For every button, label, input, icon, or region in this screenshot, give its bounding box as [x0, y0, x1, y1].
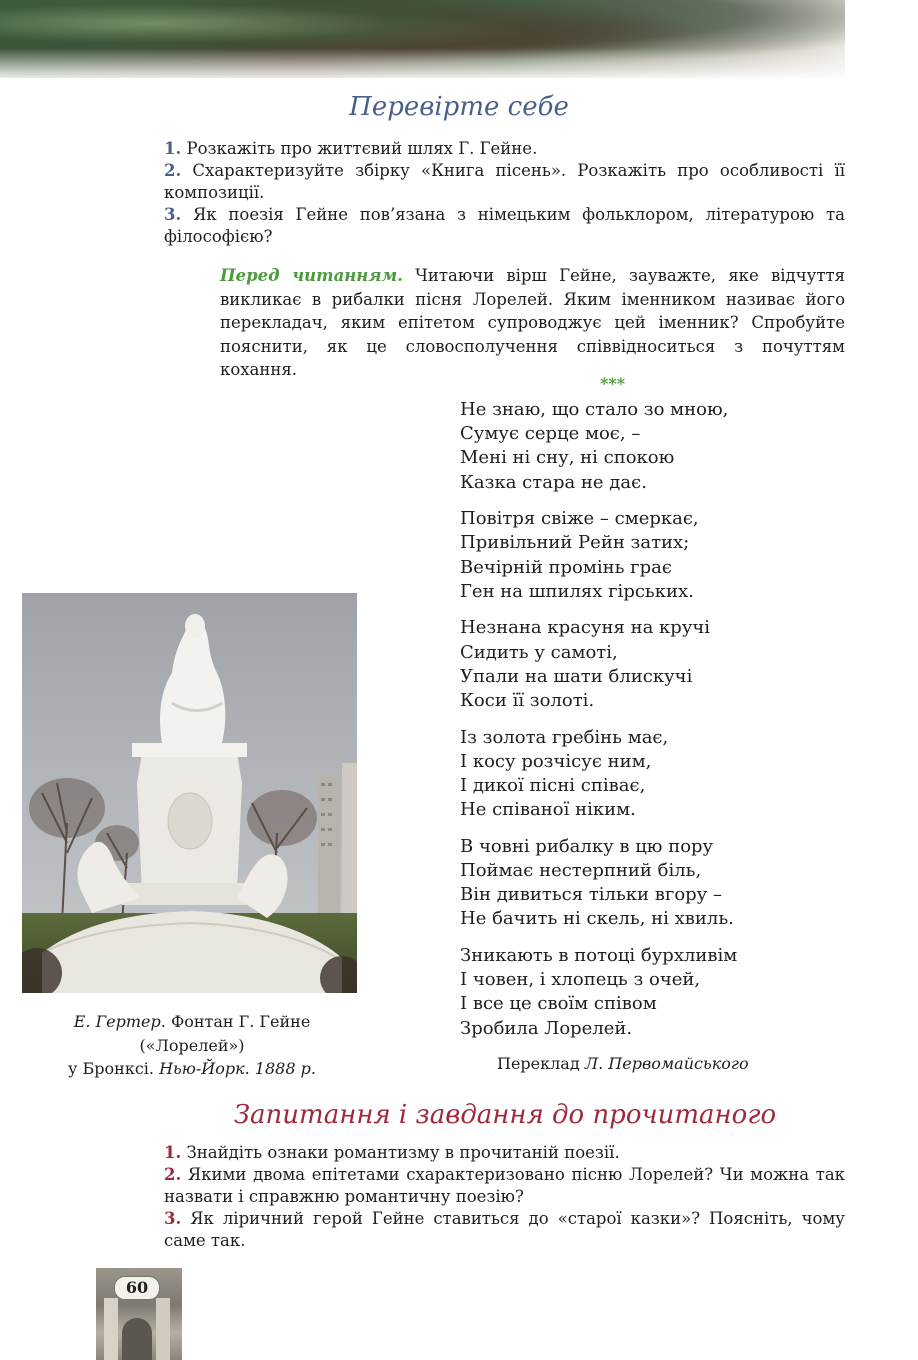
- poem-line: Не бачить ні скель, ні хвиль.: [460, 908, 734, 930]
- question-text: Як поезія Гейне пов’язана з німецьким фольклором, літературою та філософією?: [164, 205, 845, 246]
- photo-caption: [30, 1010, 354, 1081]
- question-number: 1.: [164, 139, 182, 158]
- poem-line: Привільний Рейн затих;: [460, 532, 690, 554]
- task-item: [164, 1142, 845, 1164]
- poem-stanza: [460, 944, 840, 1041]
- check-question: [164, 204, 845, 248]
- caption-line: [30, 1010, 354, 1034]
- poem-stanza: [460, 726, 840, 823]
- task-number: 2.: [164, 1165, 182, 1184]
- caption-place-date: Нью-Йорк. 1888 р.: [159, 1059, 316, 1078]
- caption-title: . Фонтан Г. Гейне: [160, 1012, 311, 1031]
- poem-line: В човні рибалку в цю пору: [460, 835, 714, 857]
- questions-tasks-heading: Запитання і завдання до прочитаного: [233, 1100, 777, 1130]
- question-text: Розкажіть про життєвий шлях Г. Гейне.: [186, 139, 538, 158]
- poem-line: Не знаю, що стало зо мною,: [460, 399, 729, 420]
- poem-line: Казка стара не дає.: [460, 471, 647, 493]
- translation-credit: [497, 1054, 749, 1073]
- translator-name: Л. Первомайського: [584, 1054, 749, 1073]
- decorative-column: [104, 1298, 118, 1360]
- before-reading-lead: Перед читанням.: [220, 266, 403, 285]
- task-item: [164, 1208, 845, 1252]
- check-yourself-heading: Перевірте себе: [349, 92, 569, 122]
- caption-line: [30, 1057, 354, 1081]
- question-number: 2.: [164, 161, 182, 180]
- poem-line: Повітря свіже – смеркає,: [460, 508, 699, 530]
- before-reading-text: Читаючи вірш Гейне, зауважте, яке відчуття викликає в рибалки пісня Лорелей. Яким іменником називає його перекладач, яким епітетом супроводжує цей іменник? Спробуйте пояснити, як це словосполучення співвідноситься з почуттям кохання.: [220, 266, 846, 379]
- poem-stanza: [460, 616, 840, 713]
- task-number: 3.: [164, 1209, 182, 1228]
- poem-line: Він дивиться тільки вгору –: [460, 884, 722, 906]
- translation-prefix: Переклад: [497, 1054, 585, 1073]
- poem-line: Мені ні сну, ні спокою: [460, 447, 675, 469]
- poem-line: Не співаної ніким.: [460, 799, 636, 821]
- poem-line: Коси її золоті.: [460, 690, 595, 712]
- poem-line: І косу розчісує ним,: [460, 750, 652, 772]
- poem-line: Ген на шпилях гірських.: [460, 580, 694, 602]
- caption-location: у Бронксі.: [68, 1059, 160, 1078]
- poem-line: Сумує серце моє, –: [460, 423, 641, 445]
- poem-stanza: [460, 835, 840, 932]
- check-question: [164, 138, 845, 160]
- poem-stanza: [460, 507, 840, 604]
- decorative-arch: [122, 1318, 152, 1360]
- caption-author: Е. Гертер: [73, 1012, 161, 1031]
- poem-line: Зробила Лорелей.: [460, 1017, 633, 1039]
- poem-line: Упали на шати блискучі: [460, 665, 693, 687]
- poem-line: Із золота гребінь має,: [460, 726, 669, 748]
- poem-line: І човен, і хлопець з очей,: [460, 969, 701, 991]
- tasks-list: [164, 1142, 845, 1252]
- question-number: 3.: [164, 205, 182, 224]
- poem-line: Зникають в потоці бурхливім: [460, 945, 738, 967]
- task-item: [164, 1164, 845, 1208]
- decorative-column: [156, 1298, 170, 1360]
- lorelei-fountain-photo: [22, 593, 357, 993]
- poem-line: Вечірній промінь грає: [460, 556, 672, 578]
- poem-line: Незнана красуня на кручі: [460, 617, 711, 639]
- task-text: Як ліричний герой Гейне ставиться до «старої казки»? Поясніть, чому саме так.: [164, 1209, 845, 1250]
- poem: [460, 398, 840, 1053]
- poem-asterisks: ***: [600, 374, 626, 393]
- page-number-badge: [96, 1268, 182, 1360]
- page-number: 60: [114, 1276, 160, 1300]
- before-reading-block: [220, 264, 845, 382]
- task-text: Якими двома епітетами схарактеризовано пісню Лорелей? Чи можна так назвати і справжню романтичну поезію?: [164, 1165, 845, 1206]
- task-text: Знайдіть ознаки романтизму в прочитаній поезії.: [186, 1143, 620, 1162]
- poem-line: І дикої пісні співає,: [460, 775, 646, 797]
- caption-line: («Лорелей»): [139, 1035, 245, 1055]
- poem-line: І все це своїм співом: [460, 993, 657, 1015]
- check-question: [164, 160, 845, 204]
- poem-stanza: [460, 398, 840, 495]
- task-number: 1.: [164, 1143, 182, 1162]
- check-questions-list: [164, 138, 845, 248]
- question-text: Схарактеризуйте збірку «Книга пісень». Розкажіть про особливості її композиції.: [164, 161, 846, 202]
- poem-line: Сидить у самоті,: [460, 641, 618, 663]
- poem-line: Поймає нестерпний біль,: [460, 860, 702, 882]
- header-fade: [0, 48, 845, 80]
